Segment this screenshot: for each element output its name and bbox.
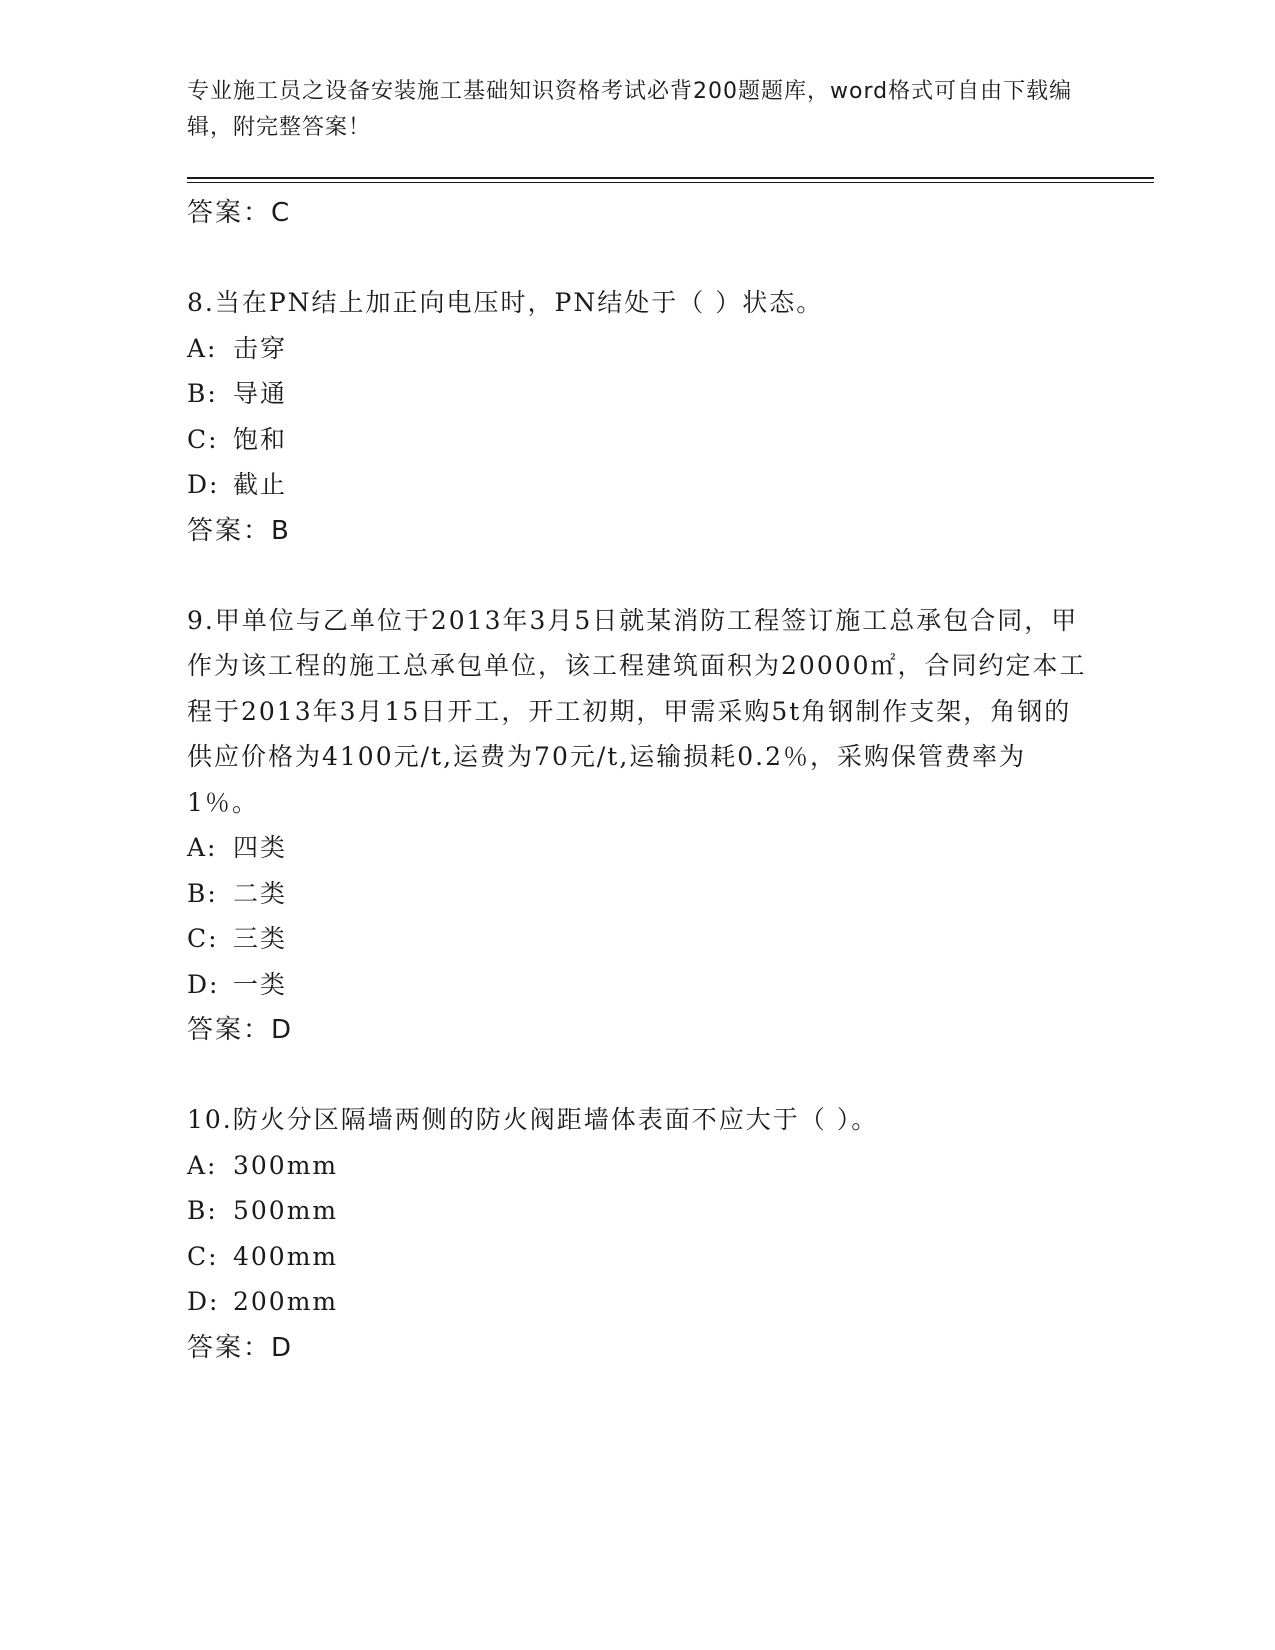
- option-text: 一类: [233, 969, 288, 999]
- header-divider-thick: [187, 177, 1154, 179]
- option-text: 四类: [233, 833, 288, 862]
- option-text: 三类: [233, 924, 288, 953]
- option-label: A:: [187, 833, 218, 862]
- option-label: B:: [187, 379, 218, 408]
- answer-line: 答案：D: [187, 1015, 294, 1045]
- document-header: 专业施工员之设备安装施工基础知识资格考试必背200题题库，word格式可自由下载编辑，附完整答案！: [187, 79, 1073, 140]
- option-d: [187, 1279, 1087, 1325]
- option-label: A:: [187, 1150, 218, 1180]
- option-text: 饱和: [233, 424, 288, 454]
- question-block: [187, 280, 1087, 554]
- answer-line: 答案：B: [187, 515, 291, 546]
- question-content: [187, 190, 1087, 1371]
- question-block: [187, 1097, 1087, 1371]
- option-text: 截止: [233, 470, 288, 499]
- option-label: B:: [187, 878, 218, 908]
- option-text: 击穿: [233, 333, 288, 363]
- option-label: C:: [187, 924, 219, 953]
- option-label: D:: [187, 470, 220, 499]
- option-label: D:: [187, 1287, 220, 1316]
- question-stem: 9.甲单位与乙单位于2013年3月5日就某消防工程签订施工总承包合同，甲作为该工程的施工总承包单位，该工程建筑面积为20000㎡，合同约定本工程于2013年3月15日开工，开工初期，甲需采购5t角钢制作支架，角钢的供应价格为4100元/t,运费为70元/t,运输损耗0.2％，采购保管费率为1％。: [187, 605, 1087, 817]
- answer-line: 答案：D: [187, 1332, 294, 1363]
- option-text: 200mm: [233, 1287, 339, 1316]
- option-b: [187, 371, 1087, 417]
- option-a: [187, 825, 1087, 871]
- option-text: 导通: [233, 379, 288, 408]
- option-text: 400mm: [233, 1241, 339, 1271]
- option-a: [187, 1143, 1087, 1189]
- option-d: [187, 962, 1087, 1008]
- option-text: 500mm: [233, 1196, 339, 1225]
- question-stem: 8.当在PN结上加正向电压时，PN结处于（ ）状态。: [187, 288, 824, 317]
- option-label: C:: [187, 424, 219, 454]
- option-a: [187, 326, 1087, 372]
- question-block: [187, 598, 1087, 1054]
- option-b: [187, 871, 1087, 917]
- option-text: 300mm: [233, 1150, 339, 1180]
- header-divider-thin: [187, 182, 1154, 183]
- option-b: [187, 1188, 1087, 1234]
- answer-line: 答案：C: [187, 198, 292, 228]
- option-label: C:: [187, 1241, 219, 1271]
- option-text: 二类: [233, 878, 288, 908]
- option-label: A:: [187, 333, 218, 363]
- option-label: D:: [187, 969, 220, 999]
- option-c: [187, 417, 1087, 463]
- option-c: [187, 1234, 1087, 1280]
- option-label: B:: [187, 1196, 218, 1225]
- question-stem: 10.防火分区隔墙两侧的防火阀距墙体表面不应大于（ ）。: [187, 1105, 879, 1134]
- option-c: [187, 916, 1087, 962]
- option-d: [187, 462, 1087, 508]
